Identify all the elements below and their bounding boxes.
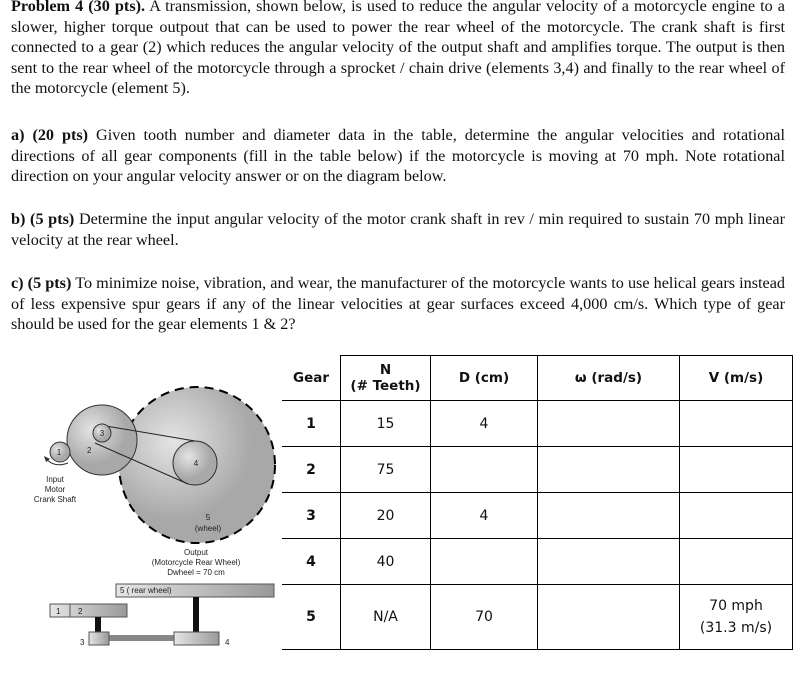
cell: 20: [341, 493, 431, 539]
cell: 40: [341, 539, 431, 585]
cell: 1: [282, 401, 341, 447]
cell: 70: [431, 585, 538, 650]
cell: 2: [282, 447, 341, 493]
header-gear: Gear: [282, 356, 341, 401]
velocity-ms: (31.3 m/s): [699, 620, 773, 636]
bar-5-label: 5 ( rear wheel): [120, 586, 172, 595]
velocity-cell[interactable]: [680, 447, 793, 493]
bar-1-label: 1: [56, 607, 61, 616]
input-label: Crank Shaft: [33, 495, 77, 504]
cell: 3: [282, 493, 341, 539]
velocity-cell[interactable]: [680, 401, 793, 447]
intro-text: A transmission, shown below, is used to reduce the angular velocity of a motorcycle engine to a slower, higher torque outpout that can be used to power the rear wheel of the motorcycle. The crank shaft is first connected to a gear (2) which reduces the angular velocity of the output shaft and amplifies torque. The output is then sent to the rear wheel of the motorcycle through a sprocket / chain drive (elements 3,4) and finally to the rear wheel of the motorcycle (element 5).: [11, 0, 785, 97]
header-omega: ω (rad/s): [538, 356, 680, 401]
output-label: Dwheel = 70 cm: [167, 568, 225, 577]
cell: 5: [282, 585, 341, 650]
omega-cell[interactable]: [538, 401, 680, 447]
label-5: 5: [205, 513, 211, 522]
table-row: [282, 585, 793, 650]
velocity-mph: 70 mph: [709, 598, 763, 614]
header-teeth: [341, 356, 431, 401]
header-teeth-label: (# Teeth): [350, 378, 421, 394]
table-row: [282, 539, 793, 585]
part-c-text: To minimize noise, vibration, and wear, the manufacturer of the motorcycle wants to use helical gears instead of less expensive spur gears if any of the linear velocities at gear surfaces exceed 4,000 cm/s. Which type of gear should be used for the gear elements 1 & 2?: [11, 274, 785, 333]
omega-cell[interactable]: [538, 447, 680, 493]
table-row: [282, 493, 793, 539]
shaft-3-label: 3: [80, 638, 85, 647]
cell: N/A: [341, 585, 431, 650]
omega-cell[interactable]: [538, 539, 680, 585]
velocity-cell: [680, 585, 793, 650]
problem-intro: [11, 0, 785, 99]
table-row: [282, 401, 793, 447]
cell: 4: [282, 539, 341, 585]
diameter-cell[interactable]: [431, 447, 538, 493]
velocity-cell[interactable]: [680, 493, 793, 539]
label-wheel: (wheel): [194, 524, 222, 533]
part-b-label: b) (5 pts): [11, 210, 75, 228]
input-label: Motor: [44, 485, 66, 494]
shaft-4-label: 4: [225, 638, 230, 647]
omega-cell[interactable]: [538, 585, 680, 650]
output-label: (Motorcycle Rear Wheel): [151, 558, 241, 567]
cell: 4: [431, 401, 538, 447]
cell: 4: [431, 493, 538, 539]
header-diameter: D (cm): [431, 356, 538, 401]
bar-2-label: 2: [78, 607, 83, 616]
omega-cell[interactable]: [538, 493, 680, 539]
label-2: 2: [87, 446, 92, 455]
part-a-text: Given tooth number and diameter data in the table, determine the angular velocities and rotational directions of all gear components (fill in the table below) if the motorcycle is moving at 70 mph. Note rotational direction on your angular velocity answer or on the diagram below.: [11, 126, 785, 185]
part-b: [11, 209, 785, 250]
cell: 75: [341, 447, 431, 493]
velocity-cell[interactable]: [680, 539, 793, 585]
cell: 15: [341, 401, 431, 447]
table-row: [282, 447, 793, 493]
output-label: Output: [183, 548, 209, 557]
gear-table: [282, 355, 793, 650]
label-3: 3: [99, 429, 105, 438]
part-b-text: Determine the input angular velocity of the motor crank shaft in rev / min required to sustain 70 mph linear velocity at the rear wheel.: [11, 210, 785, 249]
part-a-label: a) (20 pts): [11, 126, 89, 144]
bar-1-2: [50, 604, 127, 617]
problem-title: Problem 4 (30 pts).: [11, 0, 146, 15]
header-velocity: V (m/s): [680, 356, 793, 401]
label-4: 4: [193, 459, 199, 468]
part-c: [11, 273, 785, 335]
input-label: Input: [46, 475, 64, 484]
transmission-diagram: [0, 355, 280, 655]
table-header: [282, 356, 793, 401]
part-c-label: c) (5 pts): [11, 274, 72, 292]
label-1: 1: [56, 448, 62, 457]
diameter-cell[interactable]: [431, 539, 538, 585]
part-a: [11, 125, 785, 187]
header-n: N: [379, 362, 392, 378]
